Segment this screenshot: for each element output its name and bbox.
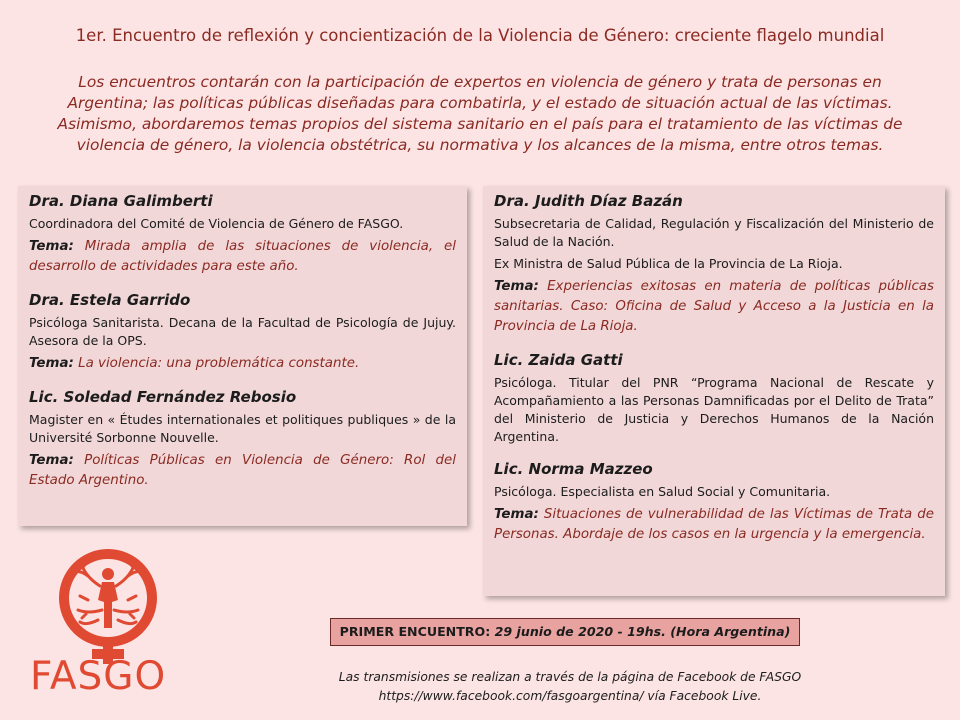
- speaker-topic: [494, 277, 934, 337]
- speaker-description: Psicóloga Sanitarista. Decana de la Facultad de Psicología de Jujuy. Asesora de la OPS.: [29, 315, 456, 348]
- topic-text: Mirada amplia de las situaciones de violencia, el desarrollo de actividades para este año.: [29, 239, 456, 274]
- speaker-description: Coordinadora del Comité de Violencia de Género de FASGO.: [29, 216, 404, 231]
- speaker-topic: [29, 354, 456, 374]
- speaker-topic: [29, 451, 456, 491]
- speaker-description: Psicóloga. Titular del PNR “Programa Nacional de Rescate y Acompañamiento a las Personas Damnificadas por el Delito de Trata” del Ministerio de Justicia y Derechos Humanos de la Nación Argentina.: [494, 375, 934, 444]
- event-title: 1er. Encuentro de reflexión y concientización de la Violencia de Género: creciente flagelo mundial: [75, 26, 885, 45]
- speaker-card: [494, 351, 934, 446]
- speaker-name: Dra. Estela Garrido: [29, 291, 191, 309]
- speaker-description: Psicóloga. Especialista en Salud Social y Comunitaria.: [494, 484, 831, 499]
- speaker-card: [29, 192, 456, 277]
- speakers-panel-right: [483, 186, 945, 596]
- intro-paragraph: Los encuentros contarán con la participación de expertos en violencia de género y trata de personas en Argentina; las políticas públicas diseñadas para combatirla, y el estado de situación actual de las víctimas. Asimismo, abordaremos temas propios del sistema sanitario en el país para el tratamiento de las víctimas de violencia de género, la violencia obstétrica, su normativa y los alcances de la misma, entre otros temas.: [57, 73, 903, 154]
- speaker-description: Magister en « Études internationales et politiques publiques » de la Université Sorbonne Nouvelle.: [29, 412, 456, 445]
- logo-text: FASGO: [30, 654, 167, 699]
- speakers-panel-left: [18, 186, 467, 526]
- topic-text: La violencia: una problemática constante.: [78, 356, 360, 371]
- speaker-name: Lic. Soledad Fernández Rebosio: [29, 388, 297, 406]
- speaker-card: [29, 388, 456, 491]
- topic-label: Tema:: [494, 507, 539, 522]
- event-label: PRIMER ENCUENTRO:: [339, 624, 491, 639]
- speaker-topic: [29, 237, 456, 277]
- topic-text: Experiencias exitosas en materia de políticas públicas sanitarias. Caso: Oficina de Salud y Acceso a la Justicia en la Provincia de La Rioja.: [494, 279, 934, 334]
- topic-text: Situaciones de vulnerabilidad de las Víctimas de Trata de Personas. Abordaje de los casos en la urgencia y la emergencia.: [494, 507, 934, 542]
- topic-label: Tema:: [29, 356, 74, 371]
- event-date: 29 junio de 2020 - 19hs. (Hora Argentina): [494, 624, 791, 639]
- event-date-box: [330, 618, 800, 646]
- topic-text: Políticas Públicas en Violencia de Género: Rol del Estado Argentino.: [29, 453, 457, 488]
- speaker-topic: [494, 505, 934, 545]
- footer-line-1: Las transmisiones se realizan a través de la página de Facebook de FASGO: [338, 670, 802, 684]
- speaker-description: Subsecretaria de Calidad, Regulación y Fiscalización del Ministerio de Salud de la Nación.: [494, 216, 934, 249]
- speaker-card: [494, 460, 934, 545]
- speaker-name: Dra. Diana Galimberti: [29, 192, 213, 210]
- broadcast-footer: [300, 668, 840, 706]
- topic-label: Tema:: [29, 453, 74, 468]
- speaker-card: [494, 192, 934, 337]
- topic-label: Tema:: [29, 239, 74, 254]
- speaker-name: Lic. Zaida Gatti: [494, 351, 623, 369]
- speaker-card: [29, 291, 456, 374]
- speaker-name: Dra. Judith Díaz Bazán: [494, 192, 683, 210]
- topic-label: Tema:: [494, 279, 539, 294]
- speaker-name: Lic. Norma Mazzeo: [494, 460, 653, 478]
- speaker-description: Ex Ministra de Salud Pública de la Provincia de La Rioja.: [494, 256, 843, 271]
- facebook-link[interactable]: https://www.facebook.com/fasgoargentina/ vía Facebook Live.: [378, 689, 762, 703]
